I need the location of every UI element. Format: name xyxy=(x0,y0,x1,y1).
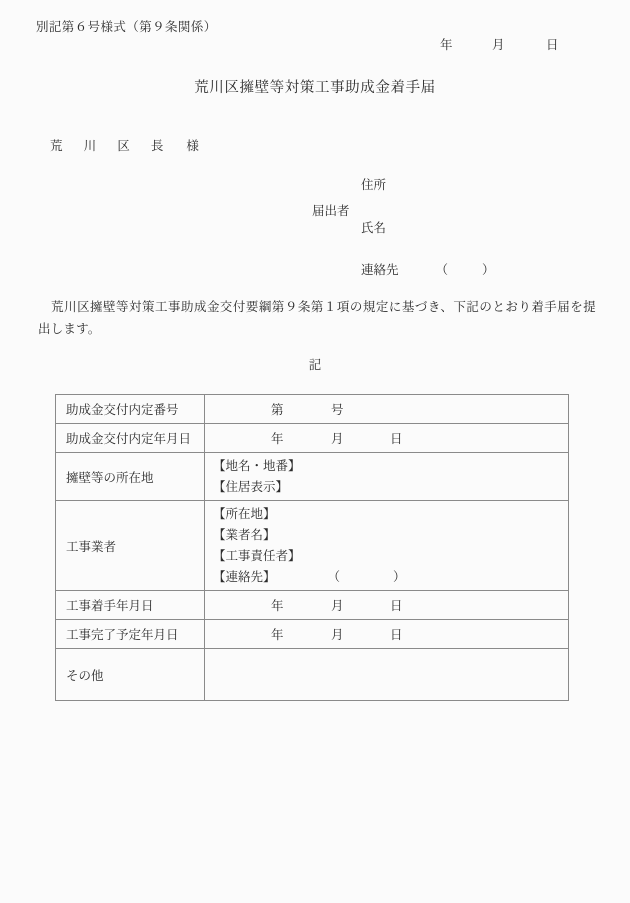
grant-date-month-label: 月 xyxy=(331,432,344,446)
start-date-entry xyxy=(213,596,568,614)
addressee-ward-chief: 荒 川 区 長 xyxy=(50,139,173,153)
submitter-name-label: 氏名 xyxy=(361,221,387,235)
addressee-honorific: 様 xyxy=(186,139,199,153)
row-label-wall-location: 擁壁等の所在地 xyxy=(56,453,205,501)
table-row xyxy=(56,395,569,424)
row-label-grant-number: 助成金交付内定番号 xyxy=(56,395,205,424)
completion-date-year-label: 年 xyxy=(271,628,284,642)
ki-marker: 記 xyxy=(308,358,322,372)
table-row xyxy=(56,501,569,591)
row-label-grant-date: 助成金交付内定年月日 xyxy=(56,424,205,453)
addressee-line xyxy=(50,136,199,154)
document-title: 荒川区擁壁等対策工事助成金着手届 xyxy=(194,80,436,96)
submitter-contact-label: 連絡先 xyxy=(361,263,399,277)
table-row xyxy=(56,424,569,453)
row-label-other: その他 xyxy=(56,649,205,701)
table-row xyxy=(56,591,569,620)
table-row xyxy=(56,649,569,701)
date-month-label: 月 xyxy=(492,38,505,52)
contractor-address-label: 【所在地】 xyxy=(213,507,276,521)
grant-date-day-label: 日 xyxy=(390,432,403,446)
table-row xyxy=(56,453,569,501)
application-details-table xyxy=(55,394,569,701)
date-year-label: 年 xyxy=(440,38,453,52)
contractor-contact-row xyxy=(213,567,568,588)
grant-number-entry xyxy=(213,400,568,418)
row-value-contractor[interactable] xyxy=(205,501,569,591)
row-value-completion-date[interactable] xyxy=(205,620,569,649)
date-day-label: 日 xyxy=(546,38,559,52)
table-row xyxy=(56,620,569,649)
submitter-contact-paren-open: （ xyxy=(435,263,449,277)
grant-number-gou-label: 号 xyxy=(331,403,344,417)
start-date-year-label: 年 xyxy=(271,599,284,613)
row-value-start-date[interactable] xyxy=(205,591,569,620)
contractor-fields xyxy=(213,501,568,590)
start-date-day-label: 日 xyxy=(390,599,403,613)
submitter-contact-row xyxy=(361,260,495,278)
wall-location-fields xyxy=(213,453,568,500)
submitter-label: 届出者 xyxy=(312,204,350,218)
grant-date-entry xyxy=(213,429,568,447)
row-value-grant-date[interactable] xyxy=(205,424,569,453)
row-value-grant-number[interactable] xyxy=(205,395,569,424)
submitter-address-label: 住所 xyxy=(361,178,387,192)
form-code: 別記第６号様式（第９条関係） xyxy=(36,20,217,34)
row-value-other[interactable] xyxy=(205,649,569,701)
row-label-start-date: 工事着手年月日 xyxy=(56,591,205,620)
wall-location-chimei-label: 【地名・地番】 xyxy=(213,459,301,473)
contractor-contact-paren-close: ） xyxy=(393,570,406,584)
contractor-company-label: 【業者名】 xyxy=(213,528,276,542)
grant-number-dai-label: 第 xyxy=(271,403,284,417)
submitter-contact-paren-close: ） xyxy=(482,263,495,277)
row-value-wall-location[interactable] xyxy=(205,453,569,501)
contractor-contact-paren-open: （ xyxy=(327,570,341,584)
row-label-contractor: 工事業者 xyxy=(56,501,205,591)
date-entry-line xyxy=(440,35,566,53)
contractor-contact-label: 【連絡先】 xyxy=(213,570,276,584)
start-date-month-label: 月 xyxy=(331,599,344,613)
wall-location-jukyo-label: 【住居表示】 xyxy=(213,480,289,494)
contractor-manager-label: 【工事責任者】 xyxy=(213,549,301,563)
completion-date-entry xyxy=(213,625,568,643)
row-label-completion-date: 工事完了予定年月日 xyxy=(56,620,205,649)
grant-date-year-label: 年 xyxy=(271,432,284,446)
completion-date-day-label: 日 xyxy=(390,628,403,642)
body-paragraph: 荒川区擁壁等対策工事助成金交付要綱第９条第１項の規定に基づき、下記のとおり着手届を提出します。 xyxy=(38,300,596,336)
completion-date-month-label: 月 xyxy=(331,628,344,642)
